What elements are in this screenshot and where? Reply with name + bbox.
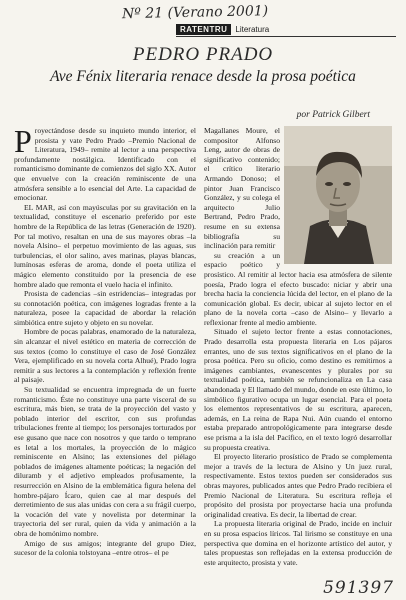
handwritten-issue-note: Nº 21 (Verano 2001) xyxy=(121,3,269,23)
handwritten-catalog-number: 591397 xyxy=(323,578,394,598)
paragraph: su creación a un espacio poético y prosístico. Al remitir al lector hacia esa atmósfera de silente poesía, Prado logra el efecto buscado: niciar y abrir una brecha hacia la conciencia lúcida del lector, en el plano de la comunicación global. Es decir, ubicar al sujeto lector en el plano de la novela corta –caso de Alsino– y llevarlo a reflexionar frente al medio ambiente. xyxy=(204,250,392,327)
paragraph: Su textualidad se encuentra impregnada de un fuerte romanticismo. Éste no constituye una parte visceral de su escritura, más bien, se trata de la proyección del vasto y poblado interior del escritor, con sus profundas tribulaciones frente al tiempo; los personajes torturados por ese gusano que nace con nosotros y que tardo o temprano es letal a los mortales, la proyección de lo mágico reminiscente en Alsino; las extensiones del piélago poblados de imágenes altamente poéticas; la negación del diluramb y el adjetivo empleados profusamente, la resurrección en Alsino de la emblemática figura helena del hombre-pájaro Ícaro, quien cae al mar después del derretimiento de sus alas unidas con cera a su frágil cuerpo, la vocación del vate y novelista por determinar la trayectoria del ser rural, quien da vida y animación a la obra de homónimo nombre. xyxy=(14,385,196,538)
left-column xyxy=(14,126,196,582)
article-subtitle: Ave Fénix literaria renace desde la prosa poética xyxy=(50,68,356,85)
paragraph: Magallanes Moure, el compositor Alfonso Leng, autor de obras de significativo contenido; el crítico literario Armando Donoso; el pintor Juan Francisco González, y su colega el arquitecto Julio Bertrand, Pedro Prado, resume en su extensa bibliografía su inclinación para remitir xyxy=(204,126,280,251)
paragraph: EL MAR, así con mayúsculas por su gravitación en la textualidad, constituye el escenario preferido por este hombre de la República de las letras (Generación de 1920). Por tal motivo, resaltan en una de sus mayores obras –la novela Alsino– el perpetuo movimiento de las aguas, sus turbulencias, el olor salino, aves marinas, playas blancas, lumínosas esferas de aroma, donde el poeta utiliza el mágico elemento constituido por la presencia de ese hombre alado que remonta el vuelo hacia el infinito. xyxy=(14,202,196,289)
title-block xyxy=(0,44,406,86)
paragraph xyxy=(14,126,196,203)
magazine-logo: RATENTRU xyxy=(176,24,231,35)
author-portrait-photo xyxy=(284,126,392,264)
paragraph: El proyecto literario prosístico de Prado se complementa mejor a través de la lectura de Alsino y Un juez rural, respectivamente. Estos textos pueden ser considerados sus obras mayores, publicados antes que Pedro Prado recibiera el Premio Nacional de Literatura. Su escritura refleja el propósito del prosista por proyectarse hacia una profunda originalidad creativa. Es decir, la libertad de crear. xyxy=(204,452,392,519)
paragraph: Situado el sujeto lector frente a estas connotaciones, Prado desarrolla esta propuesta literaria en Los pájaros errantes, uno de sus textos significativos en el plano de la prosa poética. Pero su oficio, como destino es remitirnos a imágenes cambiantes, evanescentes y plurales por su textualidad poética, también se refuncionaliza en La casa abandonada y El llamado del mundo, donde en este último, lo simbólico figurativo ocupa un lugar esencial. Para el poeta los elementos representativos de su escritura, aparecen, además, en La reina de Rapa Nui. Aún cuando el entorno estaba preparado antropológicamente para integrarse desde ese prisma a la isla del Pacífico, en el texto logró desarrollar su propuesta creativa. xyxy=(204,327,392,452)
right-column xyxy=(204,126,392,582)
masthead xyxy=(176,24,269,35)
section-label: Literatura xyxy=(235,25,270,34)
paragraph: Prosista de cadencias –sin estridencias– integradas por su connotación poética, con imágenes logradas frente a la naturaleza, posee la capacidad de abordar la relación simbiótica entre sujeto y objeto en su novelar. xyxy=(14,289,196,327)
masthead-rule xyxy=(176,36,396,37)
article-title: PEDRO PRADO xyxy=(132,44,274,65)
portrait-image xyxy=(284,126,392,264)
article-author: por Patrick Gilbert xyxy=(296,110,370,120)
paragraph: Amigo de sus amigos; integrante del grupo Diez, sucesor de la colonia tolstoyana –entre otros– el pe xyxy=(14,538,196,558)
paragraph: La propuesta literaria original de Prado, incide en incluir en su prosa espacios líricos. Tal lirismo se constituye en una perspectiva que domina en el horizonte artístico del autor, y tales propuestas son reflejadas en la extensa producción de este arquitecto, prosista y vate. xyxy=(204,519,392,567)
paragraph: Hombre de pocas palabras, enamorado de la naturaleza, sin alcanzar el nivel estético en materia de corrección de sus textos (como lo constituye el caso de José González Vera, ejemplificado en su novela corta Alhué), Prado logra remitir a sus lectores a la contemplación y reflexión frente al paisaje. xyxy=(14,327,196,385)
drop-cap: P xyxy=(14,126,32,159)
paragraph-text: royectándose desde su inquieto mundo interior, el prosista y vate Pedro Prado –Premio Nacional de Literatura, 1949– remite al lector a una perspectiva profundamente nostálgica. Identificado con el romanticismo dominante de comienzos del siglo XX. Autor que envuelve con la creación reminiscente de una atmósfera sensible a lo esencial del Arte. La capacidad de emocionar. xyxy=(14,126,196,203)
